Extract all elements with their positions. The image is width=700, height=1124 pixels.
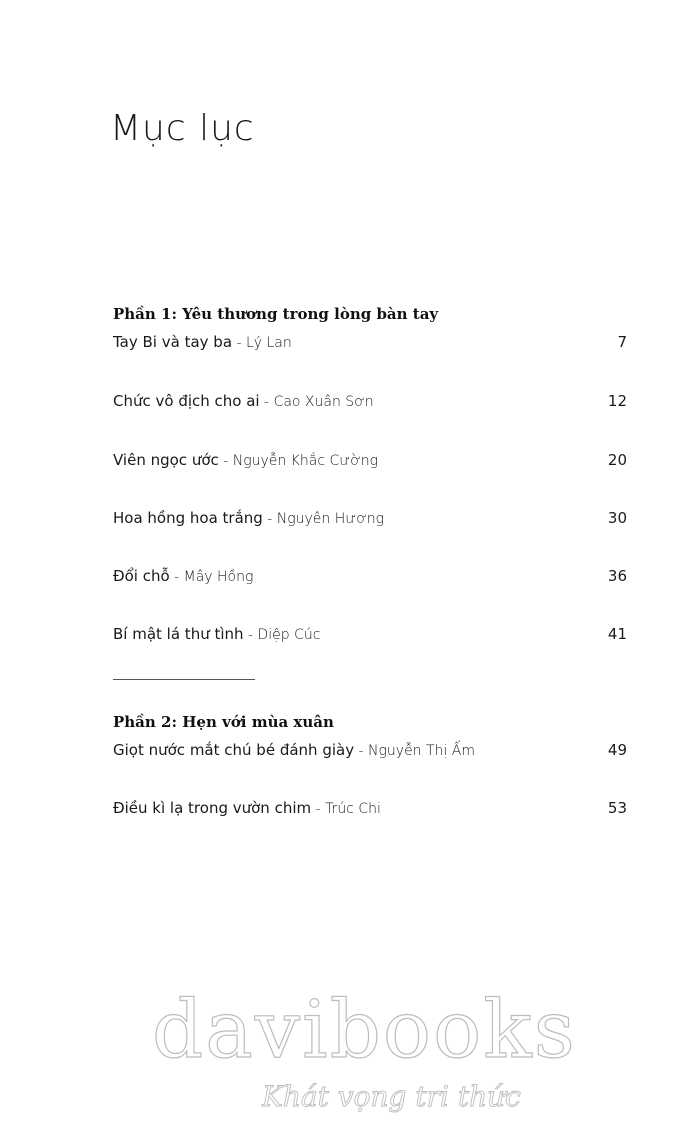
- toc-entry-author: Nguyễn Khắc Cường: [232, 453, 379, 469]
- toc-entry[interactable]: Tay Bi và tay ba - Lý Lan 7: [113, 333, 627, 351]
- section-heading-1: Phần 1: Yêu thương trong lòng bàn tay: [113, 305, 439, 323]
- toc-entry-author: Trúc Chi: [325, 801, 381, 817]
- toc-entry-title: Đổi chỗ: [113, 567, 170, 585]
- toc-entry[interactable]: Hoa hồng hoa trắng - Nguyên Hương 30: [113, 509, 627, 527]
- toc-entry-author: Lý Lan: [245, 335, 292, 351]
- toc-entry-page: 36: [607, 567, 627, 585]
- toc-entry-title: Điều kì lạ trong vườn chim: [113, 799, 312, 817]
- toc-entry-page: 12: [607, 392, 627, 410]
- toc-entry-author: Nguyễn Thị Ấm: [368, 743, 475, 759]
- toc-entry-title: Chức vô địch cho ai: [113, 392, 260, 410]
- toc-entry-author: Diệp Cúc: [257, 627, 321, 643]
- page-title: Mục lục: [110, 108, 255, 149]
- toc-entry-page: 20: [607, 451, 627, 469]
- toc-entry[interactable]: Đổi chỗ - Mây Hồng 36: [113, 567, 627, 585]
- toc-entry[interactable]: Viên ngọc ước - Nguyễn Khắc Cường 20: [113, 451, 627, 469]
- watermark-slogan: Khát vọng tri thức: [262, 1080, 521, 1113]
- toc-entry-page: 30: [607, 509, 627, 527]
- toc-entry-title: Hoa hồng hoa trắng: [113, 509, 263, 527]
- toc-entry-title: Tay Bi và tay ba: [113, 333, 233, 351]
- toc-entry[interactable]: Chức vô địch cho ai - Cao Xuân Sơn 12: [113, 392, 627, 410]
- toc-entry[interactable]: Giọt nước mắt chú bé đánh giày - Nguyễn Thị Ấm 49: [113, 741, 627, 759]
- section-heading-2: Phần 2: Hẹn với mùa xuân: [113, 713, 334, 731]
- section-divider: [113, 679, 255, 680]
- toc-entry-author: Nguyên Hương: [276, 511, 385, 527]
- toc-entry-author: Mây Hồng: [183, 569, 254, 585]
- toc-entry-page: 49: [607, 741, 627, 759]
- toc-entry-page: 53: [607, 799, 627, 817]
- toc-entry[interactable]: Điều kì lạ trong vườn chim - Trúc Chi 53: [113, 799, 627, 817]
- toc-entry-title: Giọt nước mắt chú bé đánh giày: [113, 741, 355, 759]
- toc-entry-title: Bí mật lá thư tình: [113, 625, 244, 643]
- toc-entry-author: Cao Xuân Sơn: [273, 394, 374, 410]
- toc-entry-title: Viên ngọc ước: [113, 451, 219, 469]
- toc-entry-page: 41: [607, 625, 627, 643]
- toc-entry-page: 7: [617, 333, 627, 351]
- toc-entry[interactable]: Bí mật lá thư tình - Diệp Cúc 41: [113, 625, 627, 643]
- watermark-brand: davibooks: [152, 983, 577, 1076]
